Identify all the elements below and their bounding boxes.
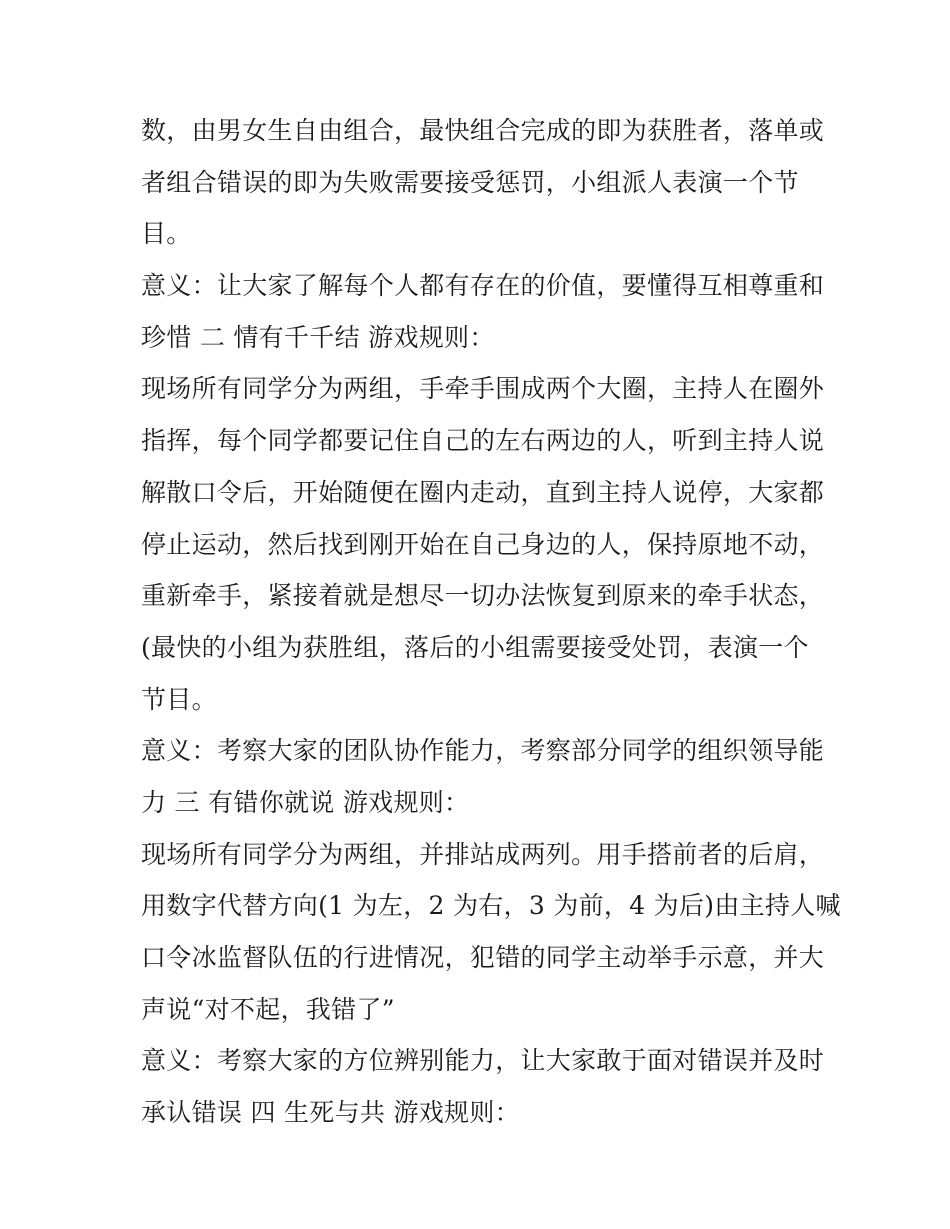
text-line: 指挥，每个同学都要记住自己的左右两边的人，听到主持人说 xyxy=(141,426,825,456)
text-line: 现场所有同学分为两组，并排站成两列。用手搭前者的后肩， xyxy=(141,839,825,869)
text-line: 声说“对不起，我错了” xyxy=(141,994,395,1024)
text-line: 意义：考察大家的方位辨别能力，让大家敢于面对错误并及时 xyxy=(141,1046,825,1076)
text-line: (最快的小组为获胜组，落后的小组需要接受处罚，表演一个 xyxy=(141,632,809,662)
text-line: 口令冰监督队伍的行进情况，犯错的同学主动举手示意，并大 xyxy=(141,943,825,972)
text-line: 意义：考察大家的团队协作能力，考察部分同学的组织领导能 xyxy=(141,736,825,766)
text-line: 解散口令后，开始随便在圈内走动，直到主持人说停，大家都 xyxy=(141,477,825,507)
text-line: 停止运动，然后找到刚开始在自己身边的人，保持原地不动， xyxy=(141,529,825,559)
document-body xyxy=(141,105,841,1139)
text-line: 目。 xyxy=(141,219,192,249)
text-line: 现场所有同学分为两组，手牵手围成两个大圈，主持人在圈外 xyxy=(141,374,825,404)
text-line: 承认错误 四 生死与共 游戏规则： xyxy=(141,1098,520,1128)
text-line: 力 三 有错你就说 游戏规则： xyxy=(141,787,470,817)
text-line: 意义：让大家了解每个人都有存在的价值，要懂得互相尊重和 xyxy=(141,271,825,301)
text-line: 数，由男女生自由组合，最快组合完成的即为获胜者，落单或 xyxy=(141,116,825,145)
text-line: 者组合错误的即为失败需要接受惩罚，小组派人表演一个节 xyxy=(141,167,799,197)
text-line: 珍惜 二 情有千千结 游戏规则： xyxy=(141,322,495,352)
text-line: 用数字代替方向(1 为左，2 为右，3 为前，4 为后)由主持人喊 xyxy=(141,891,841,921)
text-line: 重新牵手，紧接着就是想尽一切办法恢复到原来的牵手状态， xyxy=(141,581,825,611)
text-line: 节目。 xyxy=(141,684,217,714)
